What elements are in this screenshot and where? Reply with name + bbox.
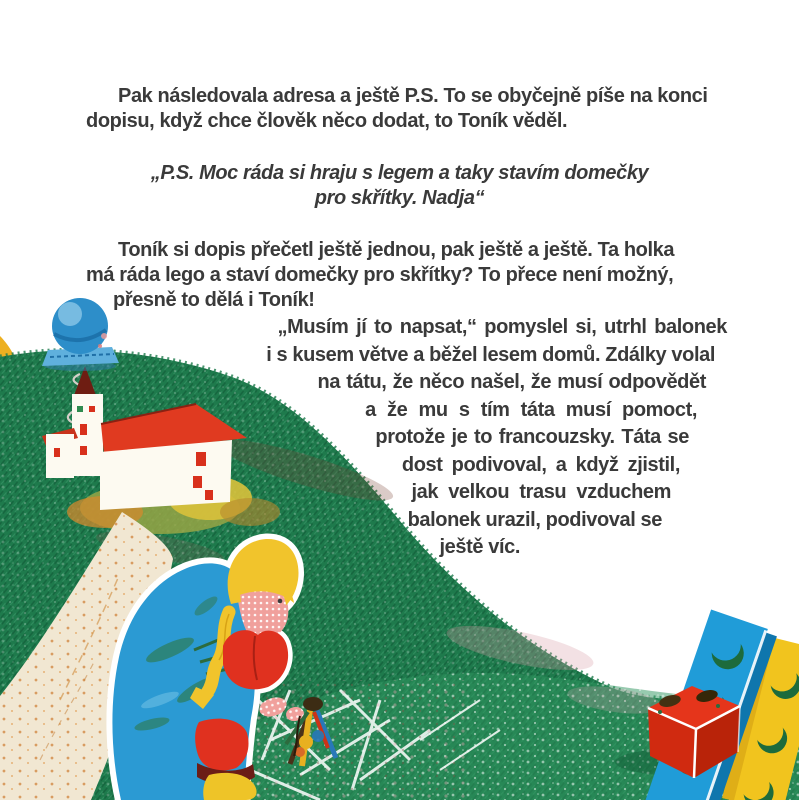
paragraph-line: Pak následovala adresa a ještě P.S. To se obyčejně píše na konci <box>118 85 708 107</box>
quote-line: pro skřítky. Nadja“ <box>314 187 485 209</box>
paragraph-line: i s kusem větve a běžel lesem domů. Zdálky volal <box>266 343 715 366</box>
quote-line: „P.S. Moc ráda si hraju s legem a taky stavím domečky <box>150 162 649 184</box>
paragraph-line: a že mu s tím táta musí pomoct, <box>365 398 697 421</box>
paragraph-line: má ráda lego a staví domečky pro skřítky? To přece není možný, <box>86 264 674 286</box>
paragraph-line: Toník si dopis přečetl ještě jednou, pak ještě a ještě. Ta holka <box>118 239 675 261</box>
paragraph-line: dost podivoval, a když zjistil, <box>401 453 680 476</box>
paragraph-line: přesně to dělá i Toník! <box>113 289 315 311</box>
paragraph-line: balonek urazil, podivoval se <box>407 508 662 531</box>
paragraph-line: jak velkou trasu vzduchem <box>411 481 671 503</box>
paragraph-line: dopisu, když chce člověk něco dodat, to Toník věděl. <box>86 110 568 132</box>
paragraph-line: „Musím jí to napsat,“ pomyslel si, utrhl balonek <box>277 316 727 338</box>
paragraph-2 <box>86 238 674 313</box>
paragraph-line: ještě víc. <box>439 536 520 558</box>
paragraph-line: protože je to francouzsky. Táta se <box>375 426 689 448</box>
paragraph-line: na tátu, že něco našel, že musí odpovědět <box>317 371 706 393</box>
paragraph-3 <box>0 314 799 562</box>
girl-eye <box>278 599 283 604</box>
ground-speckle <box>250 680 470 800</box>
ps-quote <box>0 161 799 211</box>
paragraph-1 <box>86 84 708 134</box>
